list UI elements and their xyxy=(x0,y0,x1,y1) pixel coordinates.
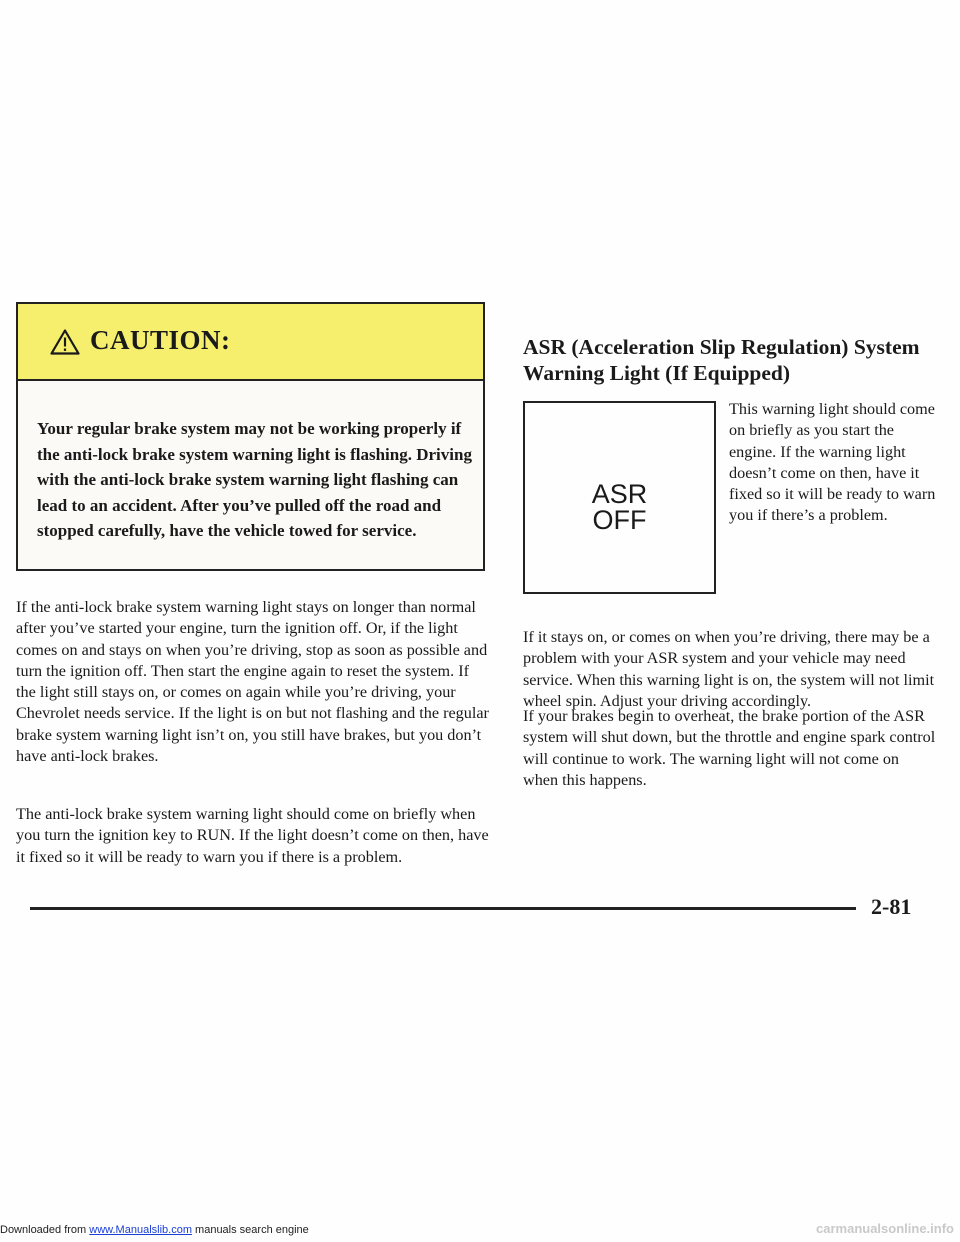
manualslib-link[interactable]: www.Manualslib.com xyxy=(89,1224,192,1236)
caution-title: CAUTION: xyxy=(90,325,231,355)
indicator-label-asr: ASR xyxy=(591,479,648,509)
download-note-suffix: manuals search engine xyxy=(191,1224,309,1236)
section-heading: ASR (Acceleration Slip Regulation) System Warning Light (If Equipped) xyxy=(523,335,920,385)
caution-box xyxy=(16,302,485,571)
asr-off-indicator-symbol xyxy=(523,401,716,594)
body-paragraph: If your brakes begin to overheat, the brake portion of the ASR system will shut down, but the throttle and engine spark control will continue to work. The warning light will not come on when this happens. xyxy=(523,707,936,789)
body-paragraph: The anti-lock brake system warning light should come on briefly when you turn the ignition key to RUN. If the light doesn’t come on then, have it fixed so it will be ready to warn you if there is a problem. xyxy=(16,805,489,866)
indicator-label-off: OFF xyxy=(592,505,647,535)
body-paragraph: If it stays on, or comes on when you’re driving, there may be a problem with your ASR system and your vehicle may need service. When this warning light is on, the system will not limit wheel spin. Adjust your driving accordingly. xyxy=(523,628,935,710)
warning-triangle-icon xyxy=(50,329,80,355)
site-watermark: carmanualsonline.info xyxy=(816,1221,954,1236)
footer-rule xyxy=(30,907,856,910)
caution-header xyxy=(18,304,483,381)
caution-text: Your regular brake system may not be working properly if the anti-lock brake system warning light is flashing. Driving with the anti-lock brake system warning light flashing can lead to an accident. After you’ve pulled off the road and stopped carefully, have the vehicle towed for service. xyxy=(37,419,472,540)
body-paragraph: If the anti-lock brake system warning light stays on longer than normal after you’ve started your engine, turn the ignition off. Or, if the light comes on and stays on when you’re driving, stop as soon as possible and turn the ignition off. Then start the engine again to reset the system. If the light still stays on, or comes on again while you’re driving, your Chevrolet needs service. If the light is on but not flashing and the regular brake system warning light isn’t on, you still have brakes, but you don’t have anti-lock brakes. xyxy=(16,598,489,766)
download-note-prefix: Downloaded from xyxy=(0,1224,90,1236)
body-paragraph: This warning light should come on briefly as you start the engine. If the warning light doesn’t come on then, have it fixed so it will be ready to warn you if there’s a problem. xyxy=(729,400,936,525)
download-note xyxy=(0,1224,309,1236)
page-number: 2-81 xyxy=(871,894,912,919)
